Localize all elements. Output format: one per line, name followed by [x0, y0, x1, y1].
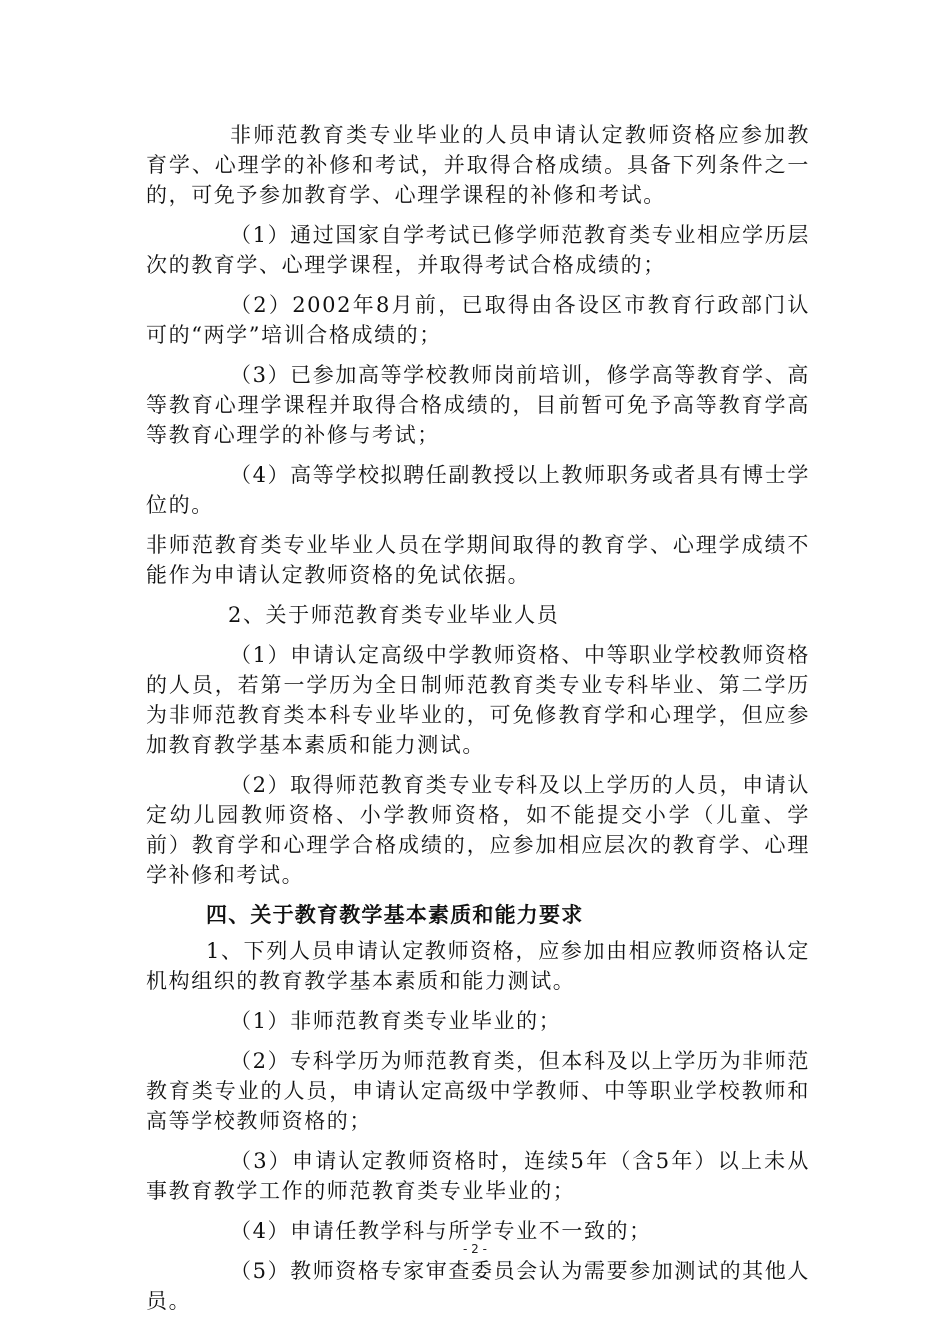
- paragraph-test-5: （5）教师资格专家审查委员会认为需要参加测试的其他人员。: [146, 1259, 810, 1313]
- document-body: [146, 120, 810, 1326]
- paragraph-exemption-1: （1）通过国家自学考试已修学师范教育类专业相应学历层次的教育学、心理学课程，并取得考试合格成绩的；: [146, 223, 810, 277]
- paragraph-test-1: （1）非师范教育类专业毕业的；: [230, 1009, 562, 1033]
- paragraph-exemption-3: （3）已参加高等学校教师岗前培训，修学高等教育学、高等教育心理学课程并取得合格成绩的，目前暂可免予高等教育学高等教育心理学的补修与考试；: [146, 363, 810, 447]
- paragraph-test-4: （4）申请任教学科与所学专业不一致的；: [230, 1219, 652, 1243]
- paragraph-normal-2: （2）取得师范教育类专业专科及以上学历的人员，申请认定幼儿园教师资格、小学教师资格，如不能提交小学（儿童、学前）教育学和心理学合格成绩的，应参加相应层次的教育学、心理学补修和考试。: [146, 773, 810, 887]
- paragraph-normal-1: （1）申请认定高级中学教师资格、中等职业学校教师资格的人员，若第一学历为全日制师范教育类专业专科毕业、第二学历为非师范教育类本科专业毕业的，可免修教育学和心理学，但应参加教育教学基本素质和能力测试。: [146, 643, 810, 757]
- paragraph-exemption-2: （2）2002年8月前，已取得由各设区市教育行政部门认可的“两学”培训合格成绩的；: [146, 293, 810, 347]
- paragraph-non-normal-intro: 非师范教育类专业毕业的人员申请认定教师资格应参加教育学、心理学的补修和考试，并取得合格成绩。具备下列条件之一的，可免予参加教育学、心理学课程的补修和考试。: [146, 123, 810, 207]
- subheading-normal-graduates: 2、关于师范教育类专业毕业人员: [228, 603, 560, 627]
- paragraph-test-3: （3）申请认定教师资格时，连续5年（含5年）以上未从事教育教学工作的师范教育类专业毕业的；: [146, 1149, 810, 1203]
- section-heading-four: 四、关于教育教学基本素质和能力要求: [206, 902, 584, 927]
- paragraph-non-exemption-note: 非师范教育类专业毕业人员在学期间取得的教育学、心理学成绩不能作为申请认定教师资格的免试依据。: [146, 533, 810, 587]
- paragraph-exemption-4: （4）高等学校拟聘任副教授以上教师职务或者具有博士学位的。: [146, 463, 810, 517]
- paragraph-test-2: （2）专科学历为师范教育类，但本科及以上学历为非师范教育类专业的人员，申请认定高级中学教师、中等职业学校教师和高等学校教师资格的；: [146, 1049, 810, 1133]
- paragraph-test-intro: 1、下列人员申请认定教师资格，应参加由相应教师资格认定机构组织的教育教学基本素质和能力测试。: [146, 939, 810, 993]
- page-number: - 2 -: [463, 1242, 487, 1256]
